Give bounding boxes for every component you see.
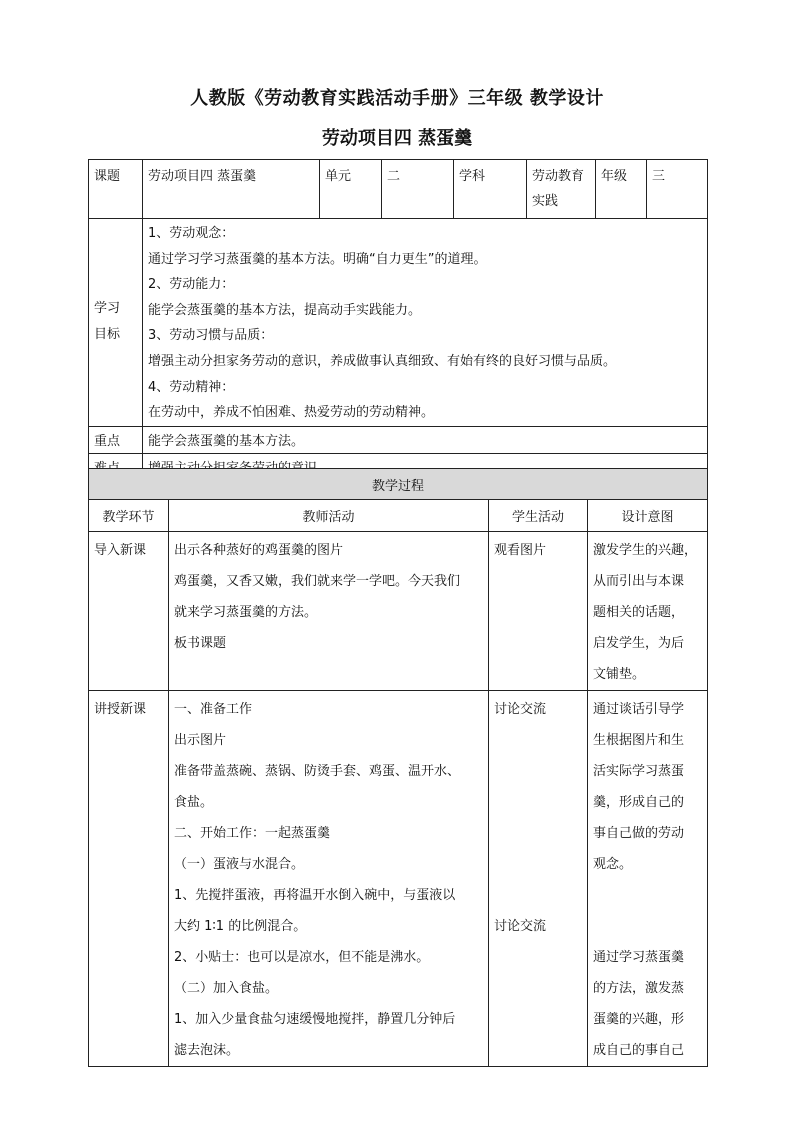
document-subtitle: 劳动项目四 蒸蛋羹 bbox=[321, 128, 473, 149]
lesson-student bbox=[489, 691, 588, 1067]
lesson-teacher-line: 滤去泡沫。 bbox=[174, 1043, 240, 1058]
header-stage: 教学环节 bbox=[89, 500, 169, 532]
topic-label: 课题 bbox=[89, 160, 143, 219]
info-table bbox=[88, 159, 708, 481]
lesson-stage bbox=[89, 691, 169, 1067]
process-band-title: 教学过程 bbox=[89, 469, 708, 500]
lesson-intent-line: 蛋羹的兴趣，形 bbox=[593, 1012, 685, 1027]
objectives-row bbox=[89, 219, 708, 427]
objective-line: 通过学习学习蒸蛋羹的基本方法。明确“自力更生”的道理。 bbox=[148, 251, 487, 267]
intro-stage bbox=[89, 532, 169, 691]
lesson-teacher-line: 食盐。 bbox=[174, 795, 214, 810]
lesson-teacher bbox=[169, 691, 489, 1067]
topic-row bbox=[89, 160, 708, 219]
lesson-intent-line: 通过谈话引导学 bbox=[593, 702, 685, 717]
lesson-student-text: 讨论交流 bbox=[494, 702, 547, 717]
process-header-row bbox=[89, 500, 708, 532]
lesson-intent-line: 的方法，激发蒸 bbox=[593, 981, 685, 996]
header-student: 学生活动 bbox=[489, 500, 588, 532]
intro-student-text: 观看图片 bbox=[494, 543, 547, 558]
lesson-intent-line: 活实际学习蒸蛋 bbox=[593, 764, 685, 779]
objectives-content bbox=[143, 219, 708, 427]
lesson-intent bbox=[588, 691, 708, 1067]
header-teacher: 教师活动 bbox=[169, 500, 489, 532]
intro-teacher-line: 鸡蛋羹，又香又嫩，我们就来学一学吧。今天我们 bbox=[174, 574, 461, 589]
lesson-intent-line: 生根据图片和生 bbox=[593, 733, 685, 748]
objective-line: 能学会蒸蛋羹的基本方法，提高动手实践能力。 bbox=[148, 302, 422, 318]
objective-line: 在劳动中，养成不怕困难、热爱劳动的劳动精神。 bbox=[148, 405, 435, 421]
lesson-teacher-line: 2、小贴士：也可以是凉水，但不能是沸水。 bbox=[174, 950, 430, 965]
key-point-value: 能学会蒸蛋羹的基本方法。 bbox=[143, 426, 708, 453]
intro-teacher-line: 出示各种蒸好的鸡蛋羹的图片 bbox=[174, 543, 344, 558]
lesson-teacher-line: 准备带盖蒸碗、蒸锅、防烫手套、鸡蛋、温开水、 bbox=[174, 764, 461, 779]
lesson-teacher-line: 二、开始工作：一起蒸蛋羹 bbox=[174, 826, 331, 841]
intro-intent bbox=[588, 532, 708, 691]
objectives-label-line: 目标 bbox=[94, 327, 121, 343]
header-intent: 设计意图 bbox=[588, 500, 708, 532]
lesson-row bbox=[89, 691, 708, 1067]
intro-intent-line: 题相关的话题， bbox=[593, 605, 685, 620]
key-point-label: 重点 bbox=[89, 426, 143, 453]
process-table bbox=[88, 468, 708, 1067]
lesson-stage-text: 讲授新课 bbox=[94, 702, 147, 717]
lesson-teacher-line: 1、加入少量食盐匀速缓慢地搅拌，静置几分钟后 bbox=[174, 1012, 456, 1027]
objectives-label-line: 学习 bbox=[94, 301, 121, 317]
lesson-teacher-line: 出示图片 bbox=[174, 733, 227, 748]
grade-value: 三 bbox=[647, 160, 708, 219]
objectives-label bbox=[89, 219, 143, 427]
grade-label: 年级 bbox=[596, 160, 647, 219]
lesson-student-text: 讨论交流 bbox=[494, 919, 547, 934]
lesson-intent-line: 通过学习蒸蛋羹 bbox=[593, 950, 685, 965]
topic-value: 劳动项目四 蒸蛋羹 bbox=[143, 160, 320, 219]
objective-line: 2、劳动能力： bbox=[148, 277, 235, 293]
lesson-teacher-line: 大约 1∶1 的比例混合。 bbox=[174, 919, 307, 934]
lesson-intent-line: 羹，形成自己的 bbox=[593, 795, 685, 810]
unit-label: 单元 bbox=[320, 160, 382, 219]
key-point-row bbox=[89, 426, 708, 453]
intro-row bbox=[89, 532, 708, 691]
lesson-teacher-line: 一、准备工作 bbox=[174, 702, 253, 717]
intro-intent-line: 从而引出与本课 bbox=[593, 574, 685, 589]
intro-teacher-line: 就来学习蒸蛋羹的方法。 bbox=[174, 605, 318, 620]
intro-intent-line: 启发学生，为后 bbox=[593, 636, 685, 651]
objective-line: 3、劳动习惯与品质： bbox=[148, 328, 274, 344]
process-band-row bbox=[89, 469, 708, 500]
intro-intent-line: 激发学生的兴趣， bbox=[593, 543, 698, 558]
intro-student bbox=[489, 532, 588, 691]
intro-stage-text: 导入新课 bbox=[94, 543, 147, 558]
objective-line: 增强主动分担家务劳动的意识，养成做事认真细致、有始有终的良好习惯与品质。 bbox=[148, 353, 617, 369]
document-title: 人教版《劳动教育实践活动手册》三年级 教学设计 bbox=[190, 88, 604, 109]
objective-line: 4、劳动精神： bbox=[148, 379, 235, 395]
lesson-intent-line: 事自己做的劳动 bbox=[593, 826, 685, 841]
unit-value: 二 bbox=[382, 160, 454, 219]
intro-intent-line: 文铺垫。 bbox=[593, 667, 646, 682]
lesson-teacher-line: 1、先搅拌蛋液，再将温开水倒入碗中，与蛋液以 bbox=[174, 888, 456, 903]
lesson-intent-line: 成自己的事自己 bbox=[593, 1043, 685, 1058]
intro-teacher-line: 板书课题 bbox=[174, 636, 227, 651]
subject-value: 劳动教育实践 bbox=[527, 160, 596, 219]
subject-label: 学科 bbox=[454, 160, 527, 219]
intro-teacher bbox=[169, 532, 489, 691]
lesson-teacher-line: （二）加入食盐。 bbox=[174, 981, 279, 996]
objective-line: 1、劳动观念： bbox=[148, 226, 235, 241]
lesson-teacher-line: （一）蛋液与水混合。 bbox=[174, 857, 305, 872]
lesson-intent-line: 观念。 bbox=[593, 857, 633, 872]
